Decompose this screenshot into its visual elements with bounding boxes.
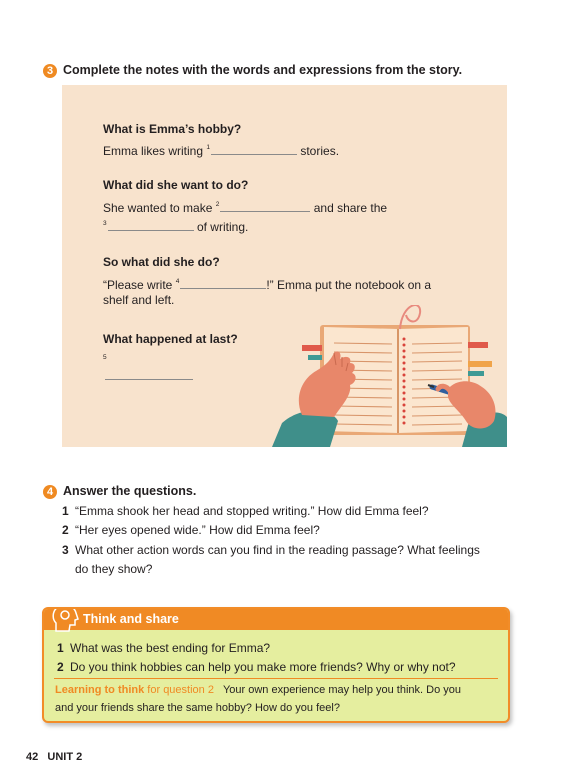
exercise-4-number-badge: 4 [43, 485, 57, 499]
page-number: 42 [26, 751, 39, 763]
think-and-share-title: Think and share [83, 612, 179, 626]
learning-to-think-line-2: and your friends share the same hobby? How do you feel? [55, 702, 340, 714]
note-line-5: shelf and left. [103, 293, 175, 307]
note-line-2: She wanted to make $^2$ and share the [103, 201, 388, 215]
note-line-6: 5 [103, 350, 193, 384]
question-what-did-she-do: So what did she do? [103, 255, 220, 269]
learning-to-think-line-1: Learning to think for question 2 Your own experience may help you think. Do you [55, 684, 462, 696]
blank-5[interactable] [105, 369, 193, 380]
answer-question-3-cont: do they show? [75, 562, 153, 576]
question-want-to-do: What did she want to do? [103, 178, 249, 192]
head-thinking-icon [50, 607, 80, 633]
exercise-3-title: Complete the notes with the words and expressions from the story. [63, 63, 463, 77]
exercise-3-number-badge: 3 [43, 64, 57, 78]
blank-2[interactable] [220, 201, 310, 212]
answer-question-2: 2 “Her eyes opened wide.” How did Emma feel? [62, 523, 320, 537]
answer-question-3: 3 What other action words can you find in the reading passage? What feelings [62, 543, 480, 557]
notes-panel [62, 85, 507, 447]
notebook-writing-illustration [272, 305, 507, 447]
question-what-happened: What happened at last? [103, 332, 238, 346]
note-line-3: $^3$ of writing. [103, 220, 249, 234]
think-question-1: 1 What was the best ending for Emma? [57, 641, 271, 655]
unit-label: UNIT 2 [47, 751, 83, 763]
note-line-1: Emma likes writing $^1$ stories. [103, 144, 340, 158]
exercise-4-title: Answer the questions. [63, 484, 197, 498]
question-emma-hobby: What is Emma’s hobby? [103, 122, 242, 136]
think-question-2: 2 Do you think hobbies can help you make more friends? Why or why not? [57, 660, 456, 674]
page-footer [26, 751, 82, 763]
answer-question-1: 1 “Emma shook her head and stopped writing.” How did Emma feel? [62, 504, 429, 518]
blank-1[interactable] [211, 144, 297, 155]
think-divider [54, 678, 498, 679]
blank-3[interactable] [108, 220, 194, 231]
think-and-share-box [42, 607, 510, 723]
note-line-4: “Please write $^4$ !” Emma put the notebook on a [103, 278, 432, 292]
blank-4[interactable] [180, 278, 266, 289]
